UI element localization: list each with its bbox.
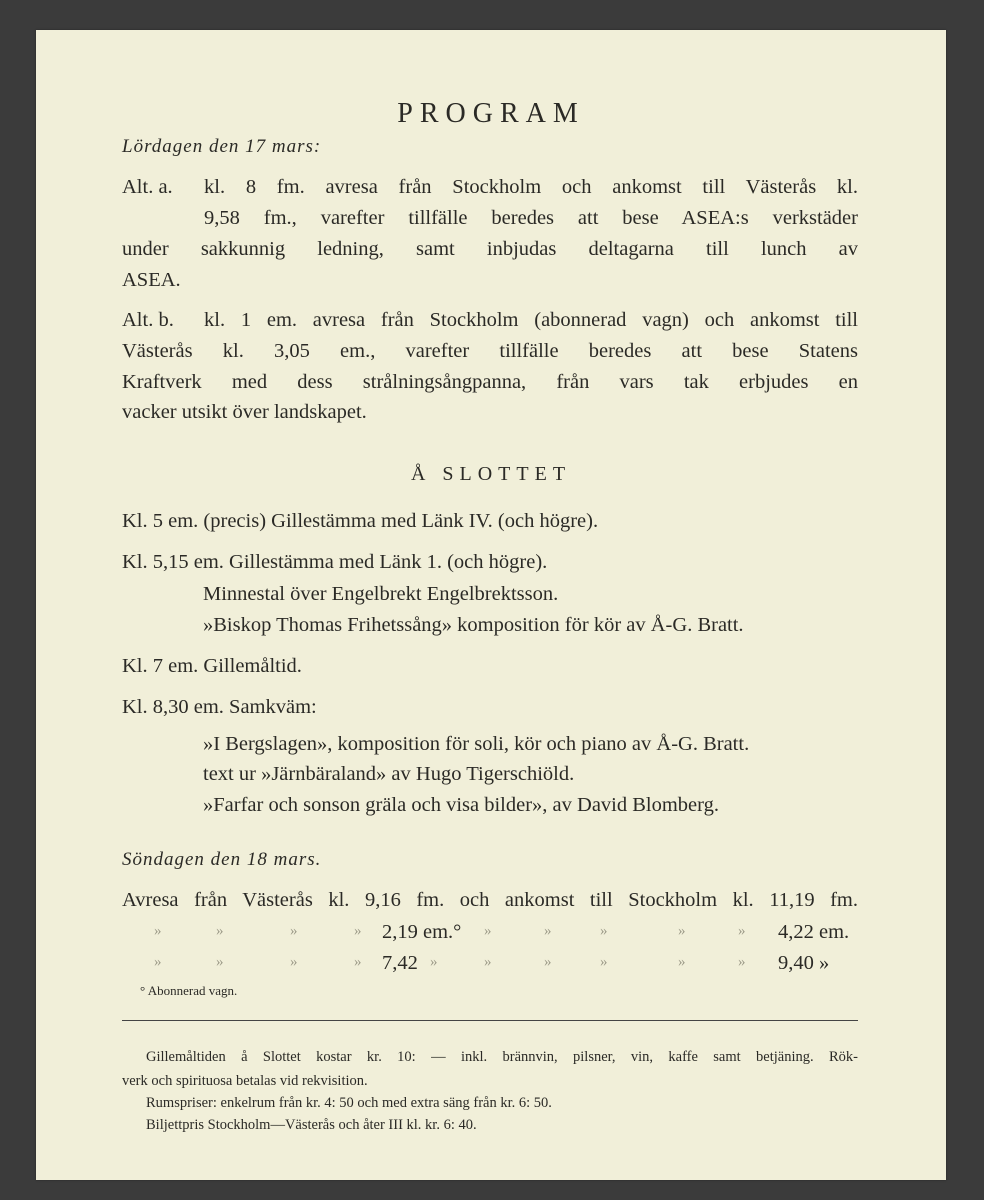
program-item [122, 656, 302, 677]
footer-line: verk och spirituosa betalas vid rekvisition. [122, 1073, 368, 1089]
alt-a-line: under sakkunnig ledning, samt inbjudas deltagarna till lunch av [122, 238, 858, 260]
ditto-mark: » [678, 923, 686, 939]
ditto-mark: » [290, 954, 298, 970]
alt-a-label: Alt. a. [122, 176, 173, 198]
item-text: Gillestämma med Länk 1. (och högre). [229, 551, 548, 573]
item-text: Samkväm: [229, 696, 317, 718]
item-text: »I Bergslagen», komposition för soli, kör och piano av Å-G. Bratt. [203, 733, 750, 755]
departure-line: Avresa från Västerås kl. 9,16 fm. och ankomst till Stockholm kl. 11,19 fm. [122, 889, 858, 911]
item-time: Kl. 5,15 em. [122, 551, 224, 573]
divider [122, 1020, 858, 1021]
alt-a-line: 9,58 fm., varefter tillfälle beredes att bese ASEA:s verkstäder [204, 207, 858, 229]
item-text: (precis) Gillestämma med Länk IV. (och högre). [203, 510, 599, 532]
footnote: ° Abonnerad vagn. [140, 983, 238, 998]
ditto-mark: » [738, 954, 746, 970]
alt-a-line: kl. 8 fm. avresa från Stockholm och ankomst till Västerås kl. [204, 176, 858, 198]
ditto-mark: » [544, 923, 552, 939]
alt-b-line: Västerås kl. 3,05 em., varefter tillfälle beredes att bese Statens [122, 340, 858, 362]
ditto-mark: » [484, 923, 492, 939]
ditto-mark: » [430, 954, 438, 970]
ditto-mark: » [154, 923, 162, 939]
ditto-mark: » [354, 954, 362, 970]
ditto-mark: » [544, 954, 552, 970]
ditto-mark: » [354, 923, 362, 939]
ditto-mark: » [154, 954, 162, 970]
ditto-mark: » [738, 923, 746, 939]
arrival-time: 9,40 » [778, 952, 830, 974]
item-time: Kl. 8,30 em. [122, 696, 224, 718]
footer-line: Rumspriser: enkelrum från kr. 4: 50 och med extra säng från kr. 6: 50. [146, 1095, 552, 1111]
slottet-heading: Å SLOTTET [410, 463, 572, 485]
page-title: PROGRAM [397, 98, 585, 129]
item-text: »Farfar och sonson gräla och visa bilder», av David Blomberg. [203, 794, 719, 816]
ditto-mark: » [484, 954, 492, 970]
ditto-mark: » [216, 923, 224, 939]
saturday-heading: Lördagen den 17 mars: [122, 136, 322, 157]
departure-time: 7,42 [382, 952, 418, 974]
item-time: Kl. 5 em. [122, 510, 199, 532]
ditto-mark: » [600, 954, 608, 970]
item-text: text ur »Järnbäraland» av Hugo Tigerschiöld. [203, 763, 575, 785]
ditto-mark: » [216, 954, 224, 970]
footer-line: Gillemåltiden å Slottet kostar kr. 10: — inkl. brännvin, pilsner, vin, kaffe samt betjäning. Rök- [146, 1049, 858, 1065]
footer-line: Biljettpris Stockholm—Västerås och åter III kl. kr. 6: 40. [146, 1117, 477, 1133]
ditto-mark: » [600, 923, 608, 939]
alt-b-label: Alt. b. [122, 309, 174, 331]
alt-b-line: vacker utsikt över landskapet. [122, 401, 367, 423]
alt-b-line: kl. 1 em. avresa från Stockholm (abonnerad vagn) och ankomst till [204, 309, 858, 331]
document-page [36, 30, 946, 1180]
ditto-mark: » [290, 923, 298, 939]
item-text: Minnestal över Engelbrekt Engelbrektsson. [203, 583, 559, 605]
item-text: »Biskop Thomas Frihetssång» komposition för kör av Å-G. Bratt. [203, 614, 744, 636]
ditto-mark: » [678, 954, 686, 970]
item-time: Kl. 7 em. [122, 655, 199, 677]
program-item [122, 697, 317, 718]
program-item [122, 552, 547, 573]
alt-a-line: ASEA. [122, 269, 181, 291]
program-item [122, 511, 598, 532]
arrival-time: 4,22 em. [778, 921, 850, 943]
departure-time: 2,19 em.° [382, 921, 462, 943]
item-text: Gillemåltid. [203, 655, 302, 677]
sunday-heading: Söndagen den 18 mars. [122, 849, 322, 870]
alt-b-line: Kraftverk med dess strålningsångpanna, från vars tak erbjudes en [122, 371, 858, 393]
